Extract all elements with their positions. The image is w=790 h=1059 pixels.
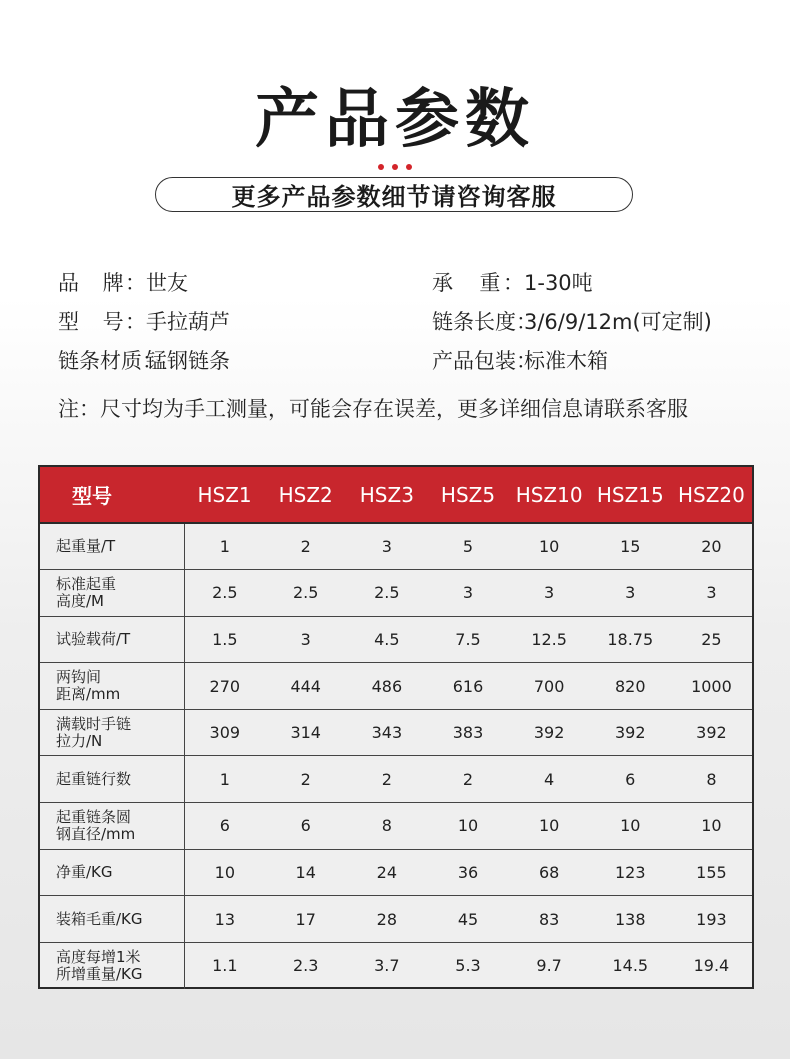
table-cell: 444 bbox=[265, 663, 346, 710]
table-cell: 14 bbox=[265, 849, 346, 896]
table-row bbox=[40, 803, 752, 850]
table-header-model: HSZ5 bbox=[427, 467, 508, 523]
table-cell: 9.7 bbox=[536, 956, 562, 976]
table-row bbox=[40, 896, 752, 943]
table-row bbox=[40, 849, 752, 896]
table-cell: 2.5 bbox=[184, 570, 265, 617]
table-cell: 28 bbox=[346, 896, 427, 943]
table-cell: 138 bbox=[590, 896, 671, 943]
measurement-note: 注：尺寸均为手工测量，可能会存在误差，更多详细信息请联系客服 bbox=[58, 397, 688, 421]
table-cell: 8 bbox=[346, 803, 427, 850]
spec-capacity-label: 承 重： bbox=[432, 271, 524, 295]
table-cell: 83 bbox=[509, 896, 590, 943]
subtitle-banner bbox=[155, 177, 633, 212]
spec-chain-length-label: 链条长度： bbox=[432, 310, 537, 334]
table-cell: 2.3 bbox=[292, 956, 319, 976]
table-cell: 12.5 bbox=[509, 616, 590, 663]
page-title: 产品参数 bbox=[255, 83, 535, 157]
spec-capacity-value: 1-30吨 bbox=[524, 271, 593, 295]
table-cell: 5.3 bbox=[455, 956, 481, 976]
spec-chain-material-label: 链条材质： bbox=[58, 349, 163, 373]
row-label: 满载时手链 拉力/N bbox=[40, 709, 184, 756]
table-cell: 123 bbox=[590, 849, 671, 896]
table-cell: 10 bbox=[184, 849, 265, 896]
table-cell: 15 bbox=[590, 523, 671, 570]
table-cell: 3 bbox=[590, 570, 671, 617]
table-cell: 25 bbox=[671, 616, 752, 663]
table-cell: 383 bbox=[427, 709, 508, 756]
table-cell: 36 bbox=[427, 849, 508, 896]
spec-packaging-value: 标准木箱 bbox=[524, 349, 608, 373]
table-cell: 4 bbox=[509, 756, 590, 803]
table-cell: 700 bbox=[509, 663, 590, 710]
decorative-dots bbox=[0, 155, 790, 174]
spec-table bbox=[40, 467, 752, 989]
table-cell: 5 bbox=[427, 523, 508, 570]
subtitle-text: 更多产品参数细节请咨询客服 bbox=[231, 183, 557, 211]
row-label: 试验载荷/T bbox=[40, 616, 184, 663]
table-cell: 2 bbox=[265, 523, 346, 570]
table-cell: 24 bbox=[346, 849, 427, 896]
table-row bbox=[40, 709, 752, 756]
table-cell: 270 bbox=[184, 663, 265, 710]
table-header-model: HSZ15 bbox=[590, 467, 671, 523]
table-header-model: HSZ1 bbox=[184, 467, 265, 523]
table-row bbox=[40, 756, 752, 803]
table-cell: 3 bbox=[671, 570, 752, 617]
table-cell: 10 bbox=[427, 803, 508, 850]
table-cell: 10 bbox=[509, 803, 590, 850]
table-cell: 3.7 bbox=[374, 956, 400, 976]
row-label: 净重/KG bbox=[40, 849, 184, 896]
table-cell: 155 bbox=[671, 849, 752, 896]
spec-packaging-label: 产品包装： bbox=[432, 349, 537, 373]
table-header-row bbox=[40, 467, 752, 523]
table-cell: 6 bbox=[265, 803, 346, 850]
row-label: 高度每增1米 所增重量/KG bbox=[40, 942, 184, 989]
table-cell: 343 bbox=[346, 709, 427, 756]
table-cell: 616 bbox=[427, 663, 508, 710]
table-cell: 1.1 bbox=[212, 956, 238, 976]
table-cell: 10 bbox=[509, 523, 590, 570]
table-cell: 314 bbox=[265, 709, 346, 756]
table-cell: 3 bbox=[265, 616, 346, 663]
table-cell: 3 bbox=[427, 570, 508, 617]
spec-model bbox=[58, 306, 230, 336]
row-label: 装箱毛重/KG bbox=[40, 896, 184, 943]
table-cell: 486 bbox=[346, 663, 427, 710]
table-cell: 3 bbox=[346, 523, 427, 570]
row-label: 标准起重 高度/M bbox=[40, 570, 184, 617]
table-cell: 8 bbox=[671, 756, 752, 803]
table-cell: 1 bbox=[184, 523, 265, 570]
table-row bbox=[40, 523, 752, 570]
table-cell: 45 bbox=[427, 896, 508, 943]
spec-chain-material bbox=[58, 345, 230, 375]
spec-capacity bbox=[432, 267, 593, 297]
table-cell: 392 bbox=[509, 709, 590, 756]
table-cell: 309 bbox=[184, 709, 265, 756]
dot bbox=[392, 164, 398, 170]
table-cell: 1000 bbox=[671, 663, 752, 710]
table-cell: 13 bbox=[184, 896, 265, 943]
spec-chain-material-value: 锰钢链条 bbox=[146, 349, 230, 373]
row-label: 起重链行数 bbox=[40, 756, 184, 803]
table-cell: 6 bbox=[590, 756, 671, 803]
table-cell: 3 bbox=[509, 570, 590, 617]
table-cell: 18.75 bbox=[590, 616, 671, 663]
table-cell: 68 bbox=[509, 849, 590, 896]
dot bbox=[378, 164, 384, 170]
table-cell: 19.4 bbox=[693, 956, 730, 976]
table-cell: 392 bbox=[671, 709, 752, 756]
table-cell: 2 bbox=[427, 756, 508, 803]
spec-chain-length-value: 3/6/9/12m(可定制) bbox=[524, 310, 712, 334]
table-cell: 10 bbox=[671, 803, 752, 850]
row-label: 起重链条圆 钢直径/mm bbox=[40, 803, 184, 850]
spec-chain-length bbox=[432, 306, 712, 336]
table-header-model: HSZ3 bbox=[346, 467, 427, 523]
table-cell: 2.5 bbox=[265, 570, 346, 617]
table-cell: 20 bbox=[671, 523, 752, 570]
table-header-model: HSZ2 bbox=[265, 467, 346, 523]
table-row bbox=[40, 616, 752, 663]
table-cell: 2.5 bbox=[346, 570, 427, 617]
table-cell: 6 bbox=[184, 803, 265, 850]
spec-model-value: 手拉葫芦 bbox=[146, 310, 230, 334]
table-header-model: HSZ10 bbox=[509, 467, 590, 523]
spec-brand-label: 品 牌： bbox=[58, 271, 146, 295]
table-row bbox=[40, 570, 752, 617]
table-cell: 1 bbox=[184, 756, 265, 803]
table-cell: 7.5 bbox=[427, 616, 508, 663]
table-cell: 820 bbox=[590, 663, 671, 710]
table-cell: 17 bbox=[265, 896, 346, 943]
table-cell: 4.5 bbox=[346, 616, 427, 663]
dot bbox=[406, 164, 412, 170]
spec-packaging bbox=[432, 345, 608, 375]
spec-model-label: 型 号： bbox=[58, 310, 146, 334]
table-cell: 1.5 bbox=[184, 616, 265, 663]
spec-brand bbox=[58, 267, 188, 297]
spec-table-container bbox=[38, 465, 754, 989]
table-cell: 392 bbox=[590, 709, 671, 756]
table-cell: 10 bbox=[590, 803, 671, 850]
table-cell: 14.5 bbox=[612, 956, 649, 976]
table-header-model: HSZ20 bbox=[671, 467, 752, 523]
row-label: 起重量/T bbox=[40, 523, 184, 570]
table-row bbox=[40, 663, 752, 710]
table-cell: 2 bbox=[265, 756, 346, 803]
table-cell: 193 bbox=[671, 896, 752, 943]
table-header-label: 型号 bbox=[40, 467, 184, 523]
row-label: 两钩间 距离/mm bbox=[40, 663, 184, 710]
table-cell: 2 bbox=[346, 756, 427, 803]
table-row bbox=[40, 942, 752, 989]
spec-brand-value: 世友 bbox=[146, 271, 188, 295]
